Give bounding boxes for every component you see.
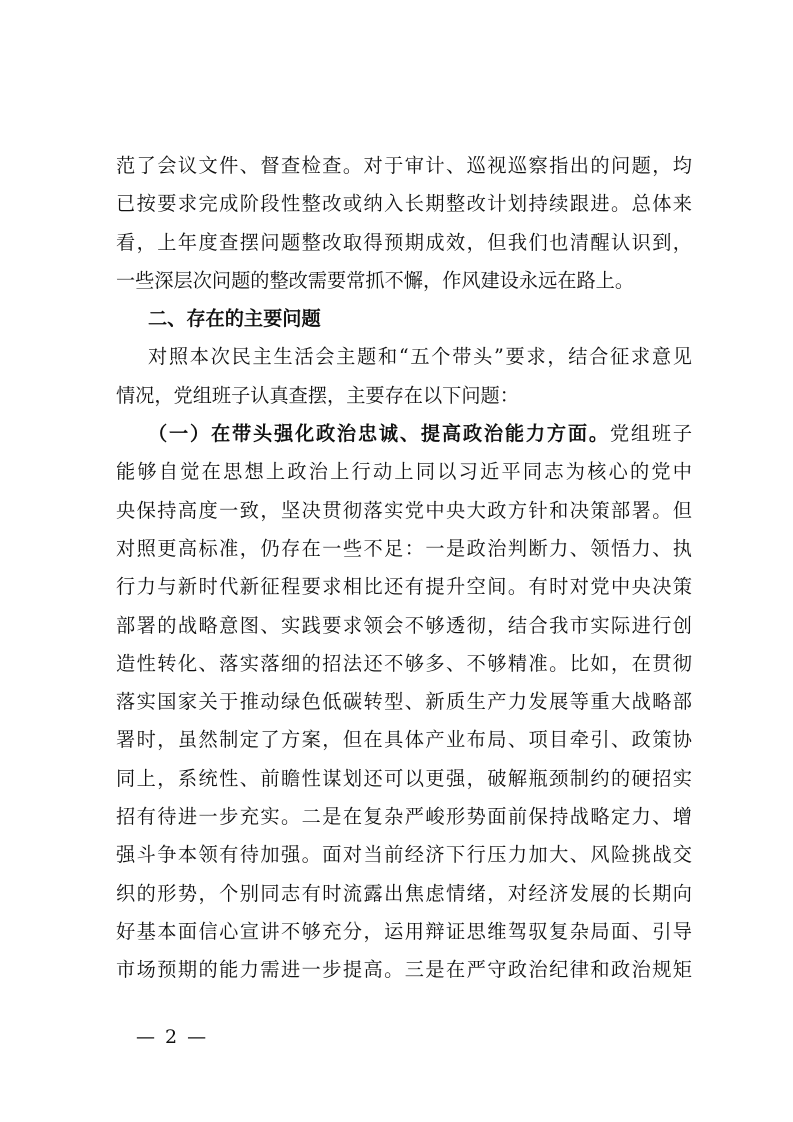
body-line: 行力与新时代新征程要求相比还有提升空间。有时对党中央决策 xyxy=(116,575,692,599)
page-number: — 2 — xyxy=(136,1026,209,1048)
body-line: 同上，系统性、前瞻性谋划还可以更强，破解瓶颈制约的硬招实 xyxy=(116,766,692,790)
intro-line: 情况，党组班子认真查摆，主要存在以下问题： xyxy=(116,383,519,407)
body-line: 能够自觉在思想上政治上行动上同以习近平同志为核心的党中 xyxy=(116,460,692,484)
body-line: 好基本面信心宣讲不够充分，运用辩证思维驾驭复杂局面、引导 xyxy=(116,919,692,943)
paragraph-line: 一些深层次问题的整改需要常抓不懈，作风建设永远在路上。 xyxy=(116,268,635,292)
sub-heading-continuation: 党组班子 xyxy=(609,422,693,446)
body-line: 央保持高度一致，坚决贯彻落实党中央大政方针和决策部署。但 xyxy=(116,498,692,522)
body-line: 市场预期的能力需进一步提高。三是在严守政治纪律和政治规矩 xyxy=(116,958,692,982)
paragraph-line: 看，上年度查摆问题整改取得预期成效，但我们也清醒认识到， xyxy=(116,230,692,254)
sub-heading: （一）在带头强化政治忠诚、提高政治能力方面。 xyxy=(148,422,610,446)
paragraph-line: 已按要求完成阶段性整改或纳入长期整改计划持续跟进。总体来 xyxy=(116,192,692,216)
sub-heading-line xyxy=(116,415,692,453)
body-line: 署时，虽然制定了方案，但在具体产业布局、项目牵引、政策协 xyxy=(116,728,692,752)
body-line: 落实国家关于推动绿色低碳转型、新质生产力发展等重大战略部 xyxy=(116,690,692,714)
body-line: 对照更高标准，仍存在一些不足：一是政治判断力、领悟力、执 xyxy=(116,536,692,560)
paragraph-line: 范了会议文件、督查检查。对于审计、巡视巡察指出的问题，均 xyxy=(116,154,692,177)
body-line: 强斗争本领有待加强。面对当前经济下行压力加大、风险挑战交 xyxy=(116,843,692,867)
body-line: 招有待进一步充实。二是在复杂严峻形势面前保持战略定力、增 xyxy=(116,805,692,829)
body-line: 织的形势，个别同志有时流露出焦虑情绪，对经济发展的长期向 xyxy=(116,881,692,905)
body-line: 部署的战略意图、实践要求领会不够透彻，结合我市实际进行创 xyxy=(116,613,692,637)
body-line: 造性转化、落实落细的招法还不够多、不够精准。比如，在贯彻 xyxy=(116,651,692,675)
intro-line: 对照本次民主生活会主题和“五个带头”要求，结合征求意见 xyxy=(148,345,692,369)
section-heading: 二、存在的主要问题 xyxy=(148,307,321,331)
document-body xyxy=(116,147,692,990)
